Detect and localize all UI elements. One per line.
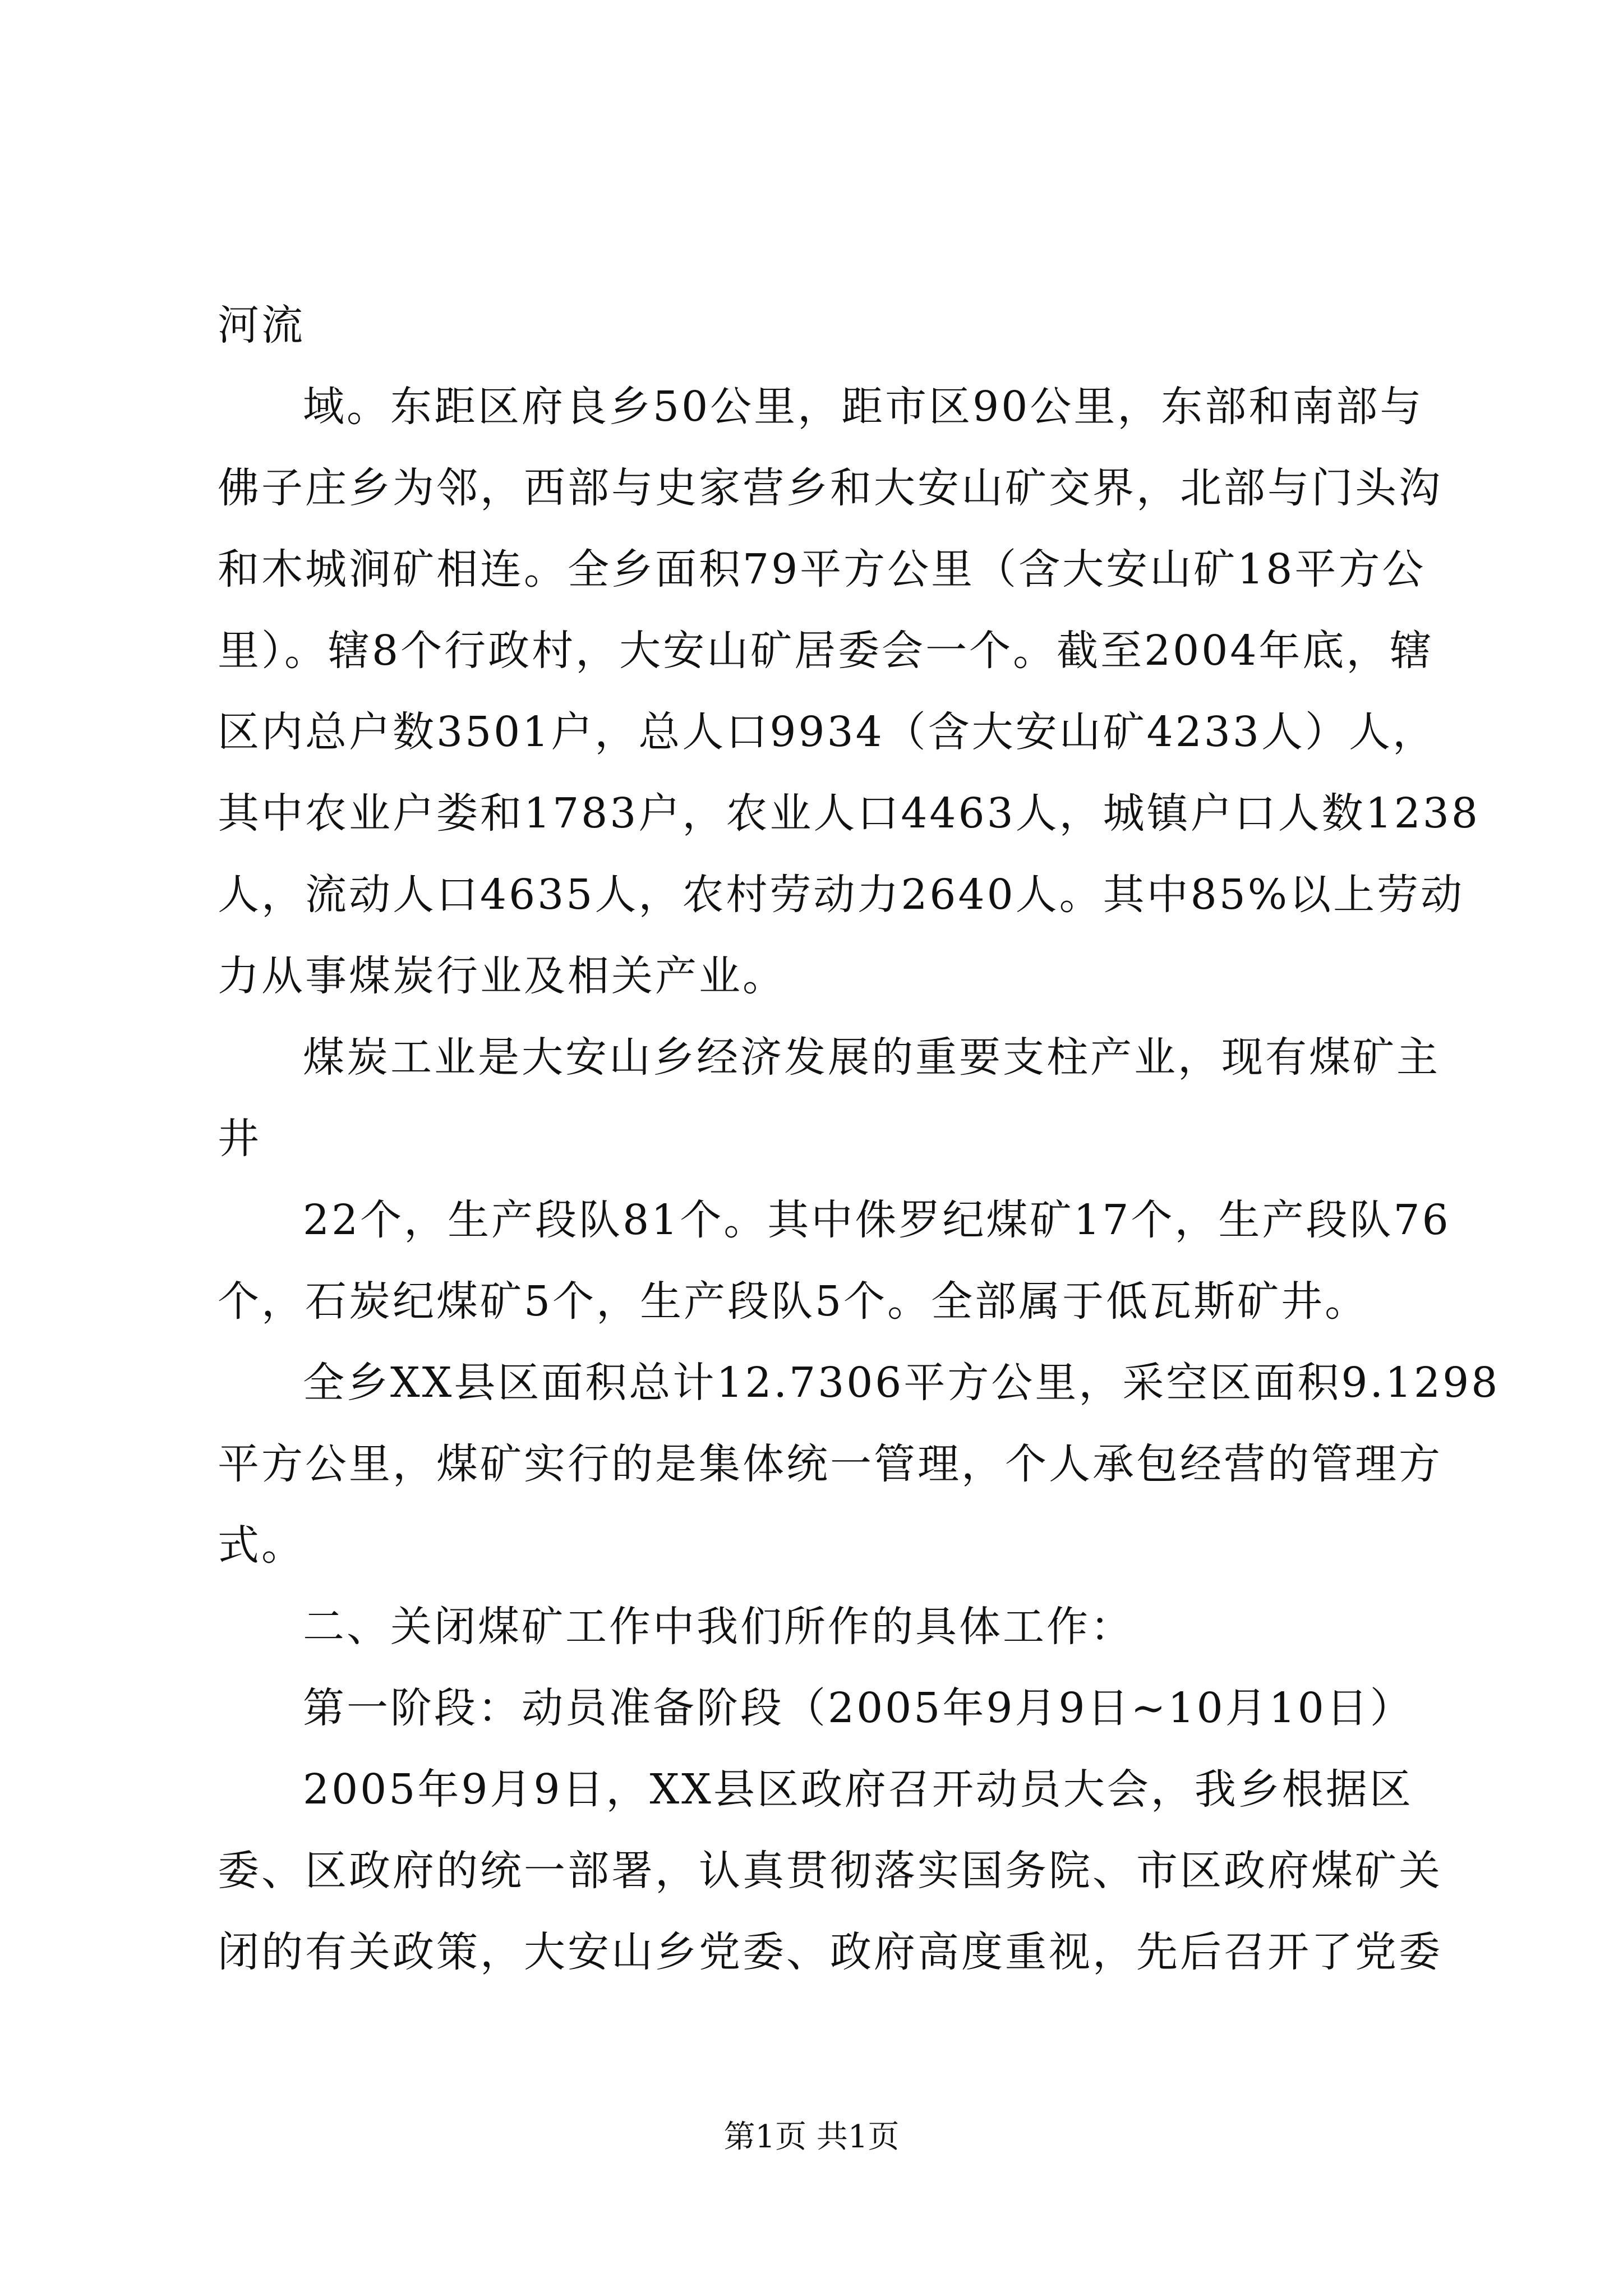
text-line-9: 力从事煤炭行业及相关产业。 xyxy=(218,952,786,1000)
text-line-3: 佛子庄乡为邻，西部与史家营乡和大安山矿交界，北部与门头沟 xyxy=(218,464,1442,512)
text-line-12: 22个，生产段队81个。其中侏罗纪煤矿17个，生产段队76 xyxy=(303,1196,1451,1244)
text-line-7: 其中农业户娄和1783户，农业人口4463人，城镇户口人数1238 xyxy=(218,789,1480,838)
text-line-20: 委、区政府的统一部署，认真贯彻落实国务院、市区政府煤矿关 xyxy=(218,1847,1442,1895)
text-line-5: 里）。辖8个行政村，大安山矿居委会一个。截至2004年底，辖 xyxy=(218,627,1434,675)
text-line-2: 域。东距区府良乡50公里，距市区90公里，东部和南部与 xyxy=(303,383,1424,431)
text-line-14: 全乡XX县区面积总计12.7306平方公里，采空区面积9.1298 xyxy=(303,1359,1500,1407)
text-line-13: 个，石炭纪煤矿5个，生产段队5个。全部属于低瓦斯矿井。 xyxy=(218,1277,1369,1326)
text-line-16: 式。 xyxy=(218,1521,305,1570)
text-line-10: 煤炭工业是大安山乡经济发展的重要支柱产业，现有煤矿主 xyxy=(303,1033,1440,1082)
section-heading: 二、关闭煤矿工作中我们所作的具体工作： xyxy=(303,1603,1134,1651)
page-footer: 第1页 共1页 xyxy=(723,2119,900,2155)
text-line-21: 闭的有关政策，大安山乡党委、政府高度重视，先后召开了党委 xyxy=(218,1928,1442,1976)
text-line-1: 河流 xyxy=(218,301,305,349)
text-line-19: 2005年9月9日，XX县区政府召开动员大会，我乡根据区 xyxy=(303,1765,1413,1814)
stage-heading: 第一阶段：动员准备阶段（2005年9月9日~10月10日） xyxy=(303,1684,1414,1732)
text-line-6: 区内总户数3501户，总人口9934（含大安山矿4233人）人， xyxy=(218,708,1436,756)
text-line-8: 人，流动人口4635人，农村劳动力2640人。其中85%以上劳动 xyxy=(218,871,1465,919)
text-line-4: 和木城涧矿相连。全乡面积79平方公里（含大安山矿18平方公 xyxy=(218,545,1426,593)
text-line-15: 平方公里，煤矿实行的是集体统一管理，个人承包经营的管理方 xyxy=(218,1440,1442,1488)
text-line-11: 井 xyxy=(218,1115,261,1163)
